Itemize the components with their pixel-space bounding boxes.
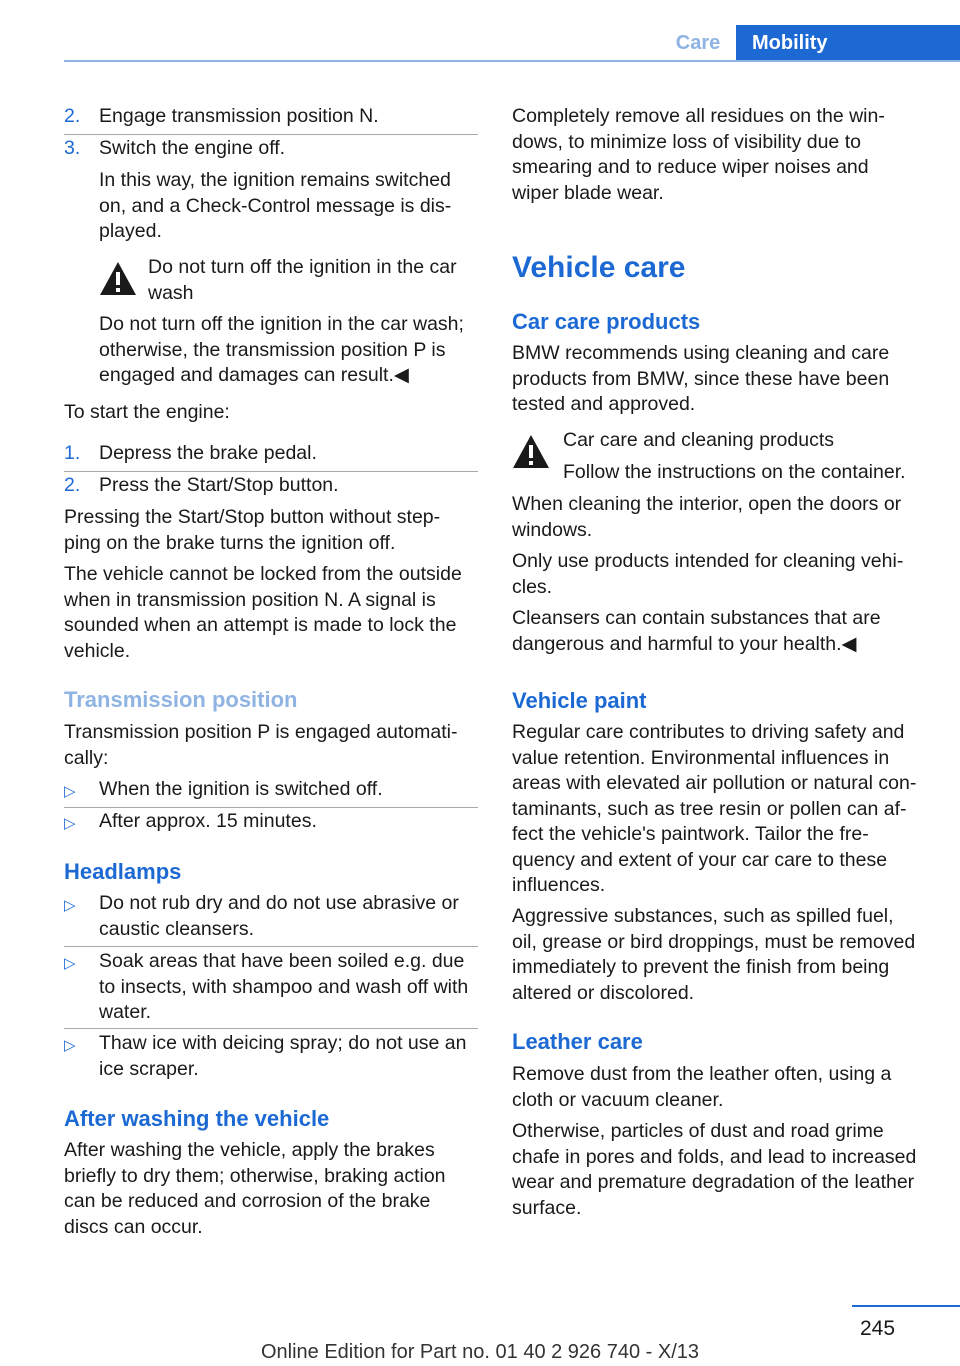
bullet-triangle-icon: ▷ [64,955,76,972]
leather-heading: Leather care [512,1029,643,1054]
headlamps-heading: Headlamps [64,859,182,884]
para-products: Only use products intended for cleaning vehi- cles. [512,550,904,598]
transmission-bullet: After approx. 15 minutes. [99,810,317,832]
edition-footer: Online Edition for Part no. 01 40 2 926 740 - X/13 [260,1341,700,1363]
transmission-para: Transmission position P is engaged automati- cally: [64,721,458,769]
transmission-heading: Transmission position [64,687,298,712]
bullet-separator [64,946,478,947]
step3-note: In this way, the ignition remains switched on, and a Check-Control message is dis- played. [99,169,452,242]
step-number: 1. [64,442,81,464]
header-rule [64,60,960,62]
warning-title: Do not turn off the ignition in the car wash [148,256,457,304]
residue-para: Completely remove all residues on the win- dows, to minimize loss of visibility due to smearing and to reduce wiper noises and wiper blade wear. [512,105,885,204]
warning-title: Car care and cleaning products [563,429,834,451]
para-startstop: Pressing the Start/Stop button without step- ping on the brake turns the ignition off. [64,506,441,554]
step-number: 2. [64,474,81,496]
after-washing-heading: After washing the vehicle [64,1106,330,1131]
step-text: Engage transmission position N. [99,105,379,127]
headlamps-bullet: Do not rub dry and do not use abrasive or caustic cleansers. [99,892,459,940]
bullet-separator [64,1028,478,1029]
bullet-separator [64,807,478,808]
step-text: Depress the brake pedal. [99,442,317,464]
paint-heading: Vehicle paint [512,688,647,713]
warning-body: Follow the instructions on the container. [563,461,906,483]
headlamps-bullet: Soak areas that have been soiled e.g. due to insects, with shampoo and wash off with water. [99,950,469,1023]
step-separator [64,471,478,472]
transmission-bullet: When the ignition is switched off. [99,778,383,800]
warning-icon [512,433,550,469]
header-tab-care: Care [675,32,721,54]
bullet-triangle-icon: ▷ [64,815,76,832]
para-locked: The vehicle cannot be locked from the outside when in transmission position N. A signal is sounded when an attempt is made to lock the vehicle. [64,563,462,662]
paint-para-2: Aggressive substances, such as spilled fuel, oil, grease or bird droppings, must be removed immediately to prevent the finish from being altered or discolored. [512,905,916,1004]
care-products-heading: Car care products [512,309,701,334]
step-number: 3. [64,137,81,159]
step-text: Switch the engine off. [99,137,286,159]
headlamps-bullet: Thaw ice with deicing spray; do not use an ice scraper. [99,1032,467,1080]
leather-para-1: Remove dust from the leather often, using a cloth or vacuum cleaner. [512,1063,892,1111]
step-text: Press the Start/Stop button. [99,474,339,496]
footer-rule [852,1305,960,1307]
bullet-triangle-icon: ▷ [64,897,76,914]
para-cleansers: Cleansers can contain substances that are dangerous and harmful to your health.◀ [512,607,881,655]
warning-icon [99,260,137,296]
header-tab-mobility: Mobility [736,25,960,62]
vehicle-care-heading: Vehicle care [512,251,686,284]
warning-body: Do not turn off the ignition in the car wash; otherwise, the transmission position P is engaged and damages can result.◀ [99,313,464,386]
care-products-para: BMW recommends using cleaning and care products from BMW, since these have been tested and approved. [512,342,890,415]
step-number: 2. [64,105,81,127]
bullet-triangle-icon: ▷ [64,1037,76,1054]
leather-para-2: Otherwise, particles of dust and road grime chafe in pores and folds, and lead to increased wear and premature degradation of the leather surface. [512,1120,917,1219]
bullet-triangle-icon: ▷ [64,783,76,800]
para-interior: When cleaning the interior, open the doors or windows. [512,493,902,541]
after-washing-para: After washing the vehicle, apply the brakes briefly to dry them; otherwise, braking action can be reduced and corrosion of the brake discs can occur. [64,1139,446,1238]
page-number: 245 [860,1317,896,1340]
start-intro: To start the engine: [64,401,230,423]
paint-para-1: Regular care contributes to driving safety and value retention. Environmental influences in areas with elevated air pollution or natural con- taminants, such as tree resin or pollen can af- fect the vehicle's paintwork. Tailor the fre- quency and extent of your car care to these influences. [512,721,917,896]
step-separator [64,134,478,135]
